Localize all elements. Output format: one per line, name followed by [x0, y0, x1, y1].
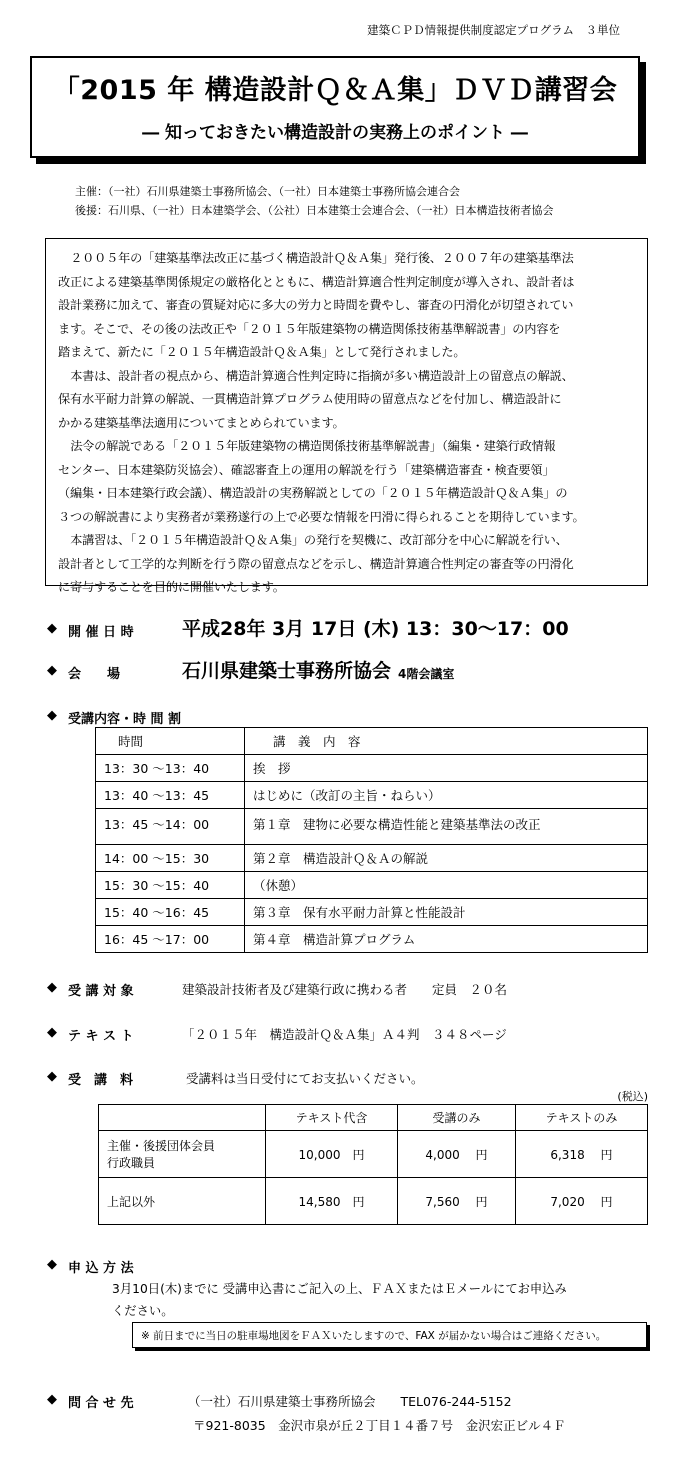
- fee-value: 6,318 円: [515, 1131, 647, 1178]
- intro-line: かかる建築基準法適用についてまとめられています。: [58, 415, 345, 430]
- contact-label: 問 合 せ 先: [68, 1396, 134, 1411]
- table-row: [99, 1131, 648, 1178]
- table-header-cell: テキストのみ: [515, 1105, 647, 1131]
- intro-line: （編集・日本建築行政会議）、構造設計の実務解説としての「２０１５年構造設計Ｑ＆Ａ集」の: [58, 486, 568, 500]
- table-row: [96, 782, 648, 809]
- bullet-diamond-icon: ◆: [47, 708, 57, 723]
- fee-category: [99, 1131, 266, 1178]
- intro-line: 本講習は、「２０１５年構造設計Ｑ＆Ａ集」の発行を契機に、改訂部分を中心に解説を行い、: [70, 533, 568, 547]
- schedule-content: （休憩）: [245, 872, 648, 899]
- fee-value: 14,580 円: [266, 1178, 398, 1225]
- table-header-cell: [99, 1105, 266, 1131]
- target-label: 受 講 対 象: [68, 984, 134, 999]
- fee-category: 上記以外: [99, 1178, 266, 1225]
- fee-table: [98, 1104, 648, 1225]
- bullet-diamond-icon: ◆: [47, 663, 57, 678]
- contact-org: （一社）石川県建築士事務所協会 TEL076-244-5152: [188, 1394, 512, 1409]
- schedule-time: 16：45 ～17：00: [96, 926, 245, 953]
- apply-text: ください。: [112, 1304, 174, 1318]
- table-row: [96, 728, 648, 755]
- schedule-label: 受講内容・時 間 割: [68, 712, 182, 727]
- schedule-content: 挨 拶: [245, 755, 648, 782]
- table-row: [96, 755, 648, 782]
- intro-line: に寄与することを目的に開催いたします。: [58, 580, 285, 594]
- table-row: [96, 926, 648, 953]
- intro-line: ３つの解説書により実務者が業務遂行の上で必要な情報を円滑に得られることを期待しています。: [58, 509, 585, 524]
- parking-notice: ※ 前日までに当日の駐車場地図をＦＡＸいたしますので、FAX が届かない場合はご連絡ください。: [141, 1330, 607, 1342]
- intro-line: センター、日本建築防災協会）、確認審査上の運用の解説を行う「建築構造審査・検査要領」: [58, 462, 555, 477]
- apply-text: 3月10日(木)までに 受講申込書にご記入の上、ＦＡＸまたはＥメールにてお申込み: [112, 1282, 567, 1296]
- tax-included-note: (税込): [617, 1090, 648, 1103]
- schedule-time: 14：00 ～15：30: [96, 845, 245, 872]
- host-organizations: 主催：（一社）石川県建築士事務所協会、（一社）日本建築士事務所協会連合会: [75, 185, 460, 198]
- fee-value: 10,000 円: [266, 1131, 398, 1178]
- bullet-diamond-icon: ◆: [47, 1025, 57, 1040]
- table-row: [96, 872, 648, 899]
- intro-line: 設計業務に加えて、審査の質疑対応に多大の労力と時間を費やし、審査の円滑化が切望されてい: [58, 298, 574, 312]
- fee-label: 受 講 料: [68, 1073, 134, 1088]
- fee-value: 7,020 円: [515, 1178, 647, 1225]
- bullet-diamond-icon: ◆: [47, 1257, 57, 1272]
- venue-room: 4階会議室: [398, 667, 455, 681]
- bullet-diamond-icon: ◆: [47, 1069, 57, 1084]
- page-subtitle: ― 知っておきたい構造設計の実務上のポイント ―: [142, 123, 528, 143]
- schedule-content: 第１章 建物に必要な構造性能と建築基準法の改正: [245, 809, 648, 845]
- intro-line: 保有水平耐力計算の解説、一貫構造計算プログラム使用時の留意点などを付加し、構造設計に: [58, 392, 562, 406]
- datetime-value: 平成28年 3月 17日 (木) 13：30～17：00: [182, 618, 569, 640]
- intro-line: 設計者として工学的な判断を行う際の留意点などを示し、構造計算適合性判定の審査等の円滑化: [58, 556, 574, 571]
- bullet-diamond-icon: ◆: [47, 621, 57, 636]
- venue-label: 会 場: [68, 667, 121, 682]
- table-row: [99, 1178, 648, 1225]
- bullet-diamond-icon: ◆: [47, 980, 57, 995]
- schedule-content: はじめに（改訂の主旨・ねらい）: [245, 782, 648, 809]
- contact-address: 〒921-8035 金沢市泉が丘２丁目１４番７号 金沢宏正ビル４Ｆ: [193, 1418, 566, 1433]
- intro-line: ます。そこで、その後の法改正や「２０１５年版建築物の構造関係技術基準解説書」の内容を: [58, 321, 561, 336]
- table-row: [96, 899, 648, 926]
- apply-label: 申 込 方 法: [68, 1261, 134, 1276]
- schedule-time: 13：30 ～13：40: [96, 755, 245, 782]
- table-header-cell: テキスト代含: [266, 1105, 398, 1131]
- schedule-content: 第２章 構造設計Ｑ＆Ａの解説: [245, 845, 648, 872]
- fee-value: 4,000 円: [398, 1131, 516, 1178]
- schedule-content: 第３章 保有水平耐力計算と性能設計: [245, 899, 648, 926]
- schedule-time: 15：30 ～15：40: [96, 872, 245, 899]
- table-row: [96, 845, 648, 872]
- fee-note: 受講料は当日受付にてお支払いください。: [186, 1071, 424, 1086]
- intro-line: ２００５年の「建築基準法改正に基づく構造設計Ｑ＆Ａ集」発行後、２００７年の建築基準法: [70, 251, 574, 265]
- text-label: テ キ ス ト: [68, 1029, 134, 1044]
- fee-category-line: 主催・後援団体会員: [107, 1139, 216, 1153]
- intro-box: [45, 238, 648, 594]
- schedule-time: 15：40 ～16：45: [96, 899, 245, 926]
- intro-line: 本書は、設計者の視点から、構造計算適合性判定時に指摘が多い構造設計上の留意点の解説、: [70, 368, 574, 383]
- table-header-cell: 受講のみ: [398, 1105, 516, 1131]
- support-organizations: 後援：石川県、（一社）日本建築学会、（公社）日本建築士会連合会、（一社）日本構造技術者協会: [75, 204, 554, 217]
- fee-value: 7,560 円: [398, 1178, 516, 1225]
- schedule-time: 13：45 ～14：00: [96, 809, 245, 845]
- fee-category-line: 行政職員: [107, 1156, 156, 1170]
- table-header-cell: 時間: [96, 728, 245, 755]
- target-value: 建築設計技術者及び建築行政に携わる者 定員 ２０名: [182, 982, 508, 997]
- table-row: [99, 1105, 648, 1131]
- page-title: 「2015 年 構造設計Ｑ＆Ａ集」ＤＶＤ講習会: [52, 75, 618, 106]
- schedule-table: [95, 727, 648, 953]
- parking-notice-box: [132, 1322, 647, 1348]
- bullet-diamond-icon: ◆: [47, 1392, 57, 1407]
- schedule-time: 13：40 ～13：45: [96, 782, 245, 809]
- intro-line: 法令の解説である「２０１５年版建築物の構造関係技術基準解説書」（編集・建築行政情報: [70, 439, 556, 453]
- table-row: [96, 809, 648, 845]
- title-box: [30, 56, 640, 158]
- datetime-label: 開 催 日 時: [68, 625, 134, 640]
- venue-value: 石川県建築士事務所協会: [182, 660, 392, 682]
- schedule-content: 第４章 構造計算プログラム: [245, 926, 648, 953]
- cpd-credit: 建築ＣＰＤ情報提供制度認定プログラム ３単位: [367, 23, 620, 37]
- intro-line: 改正による建築基準関係規定の厳格化とともに、構造計算適合性判定制度が導入され、設計者は: [58, 274, 575, 289]
- table-header-cell: 講 義 内 容: [245, 728, 648, 755]
- text-value: 「２０１５年 構造設計Ｑ＆Ａ集」Ａ４判 ３４８ページ: [182, 1027, 507, 1042]
- intro-line: 踏まえて、新たに「２０１５年構造設計Ｑ＆Ａ集」として発行されました。: [58, 345, 466, 359]
